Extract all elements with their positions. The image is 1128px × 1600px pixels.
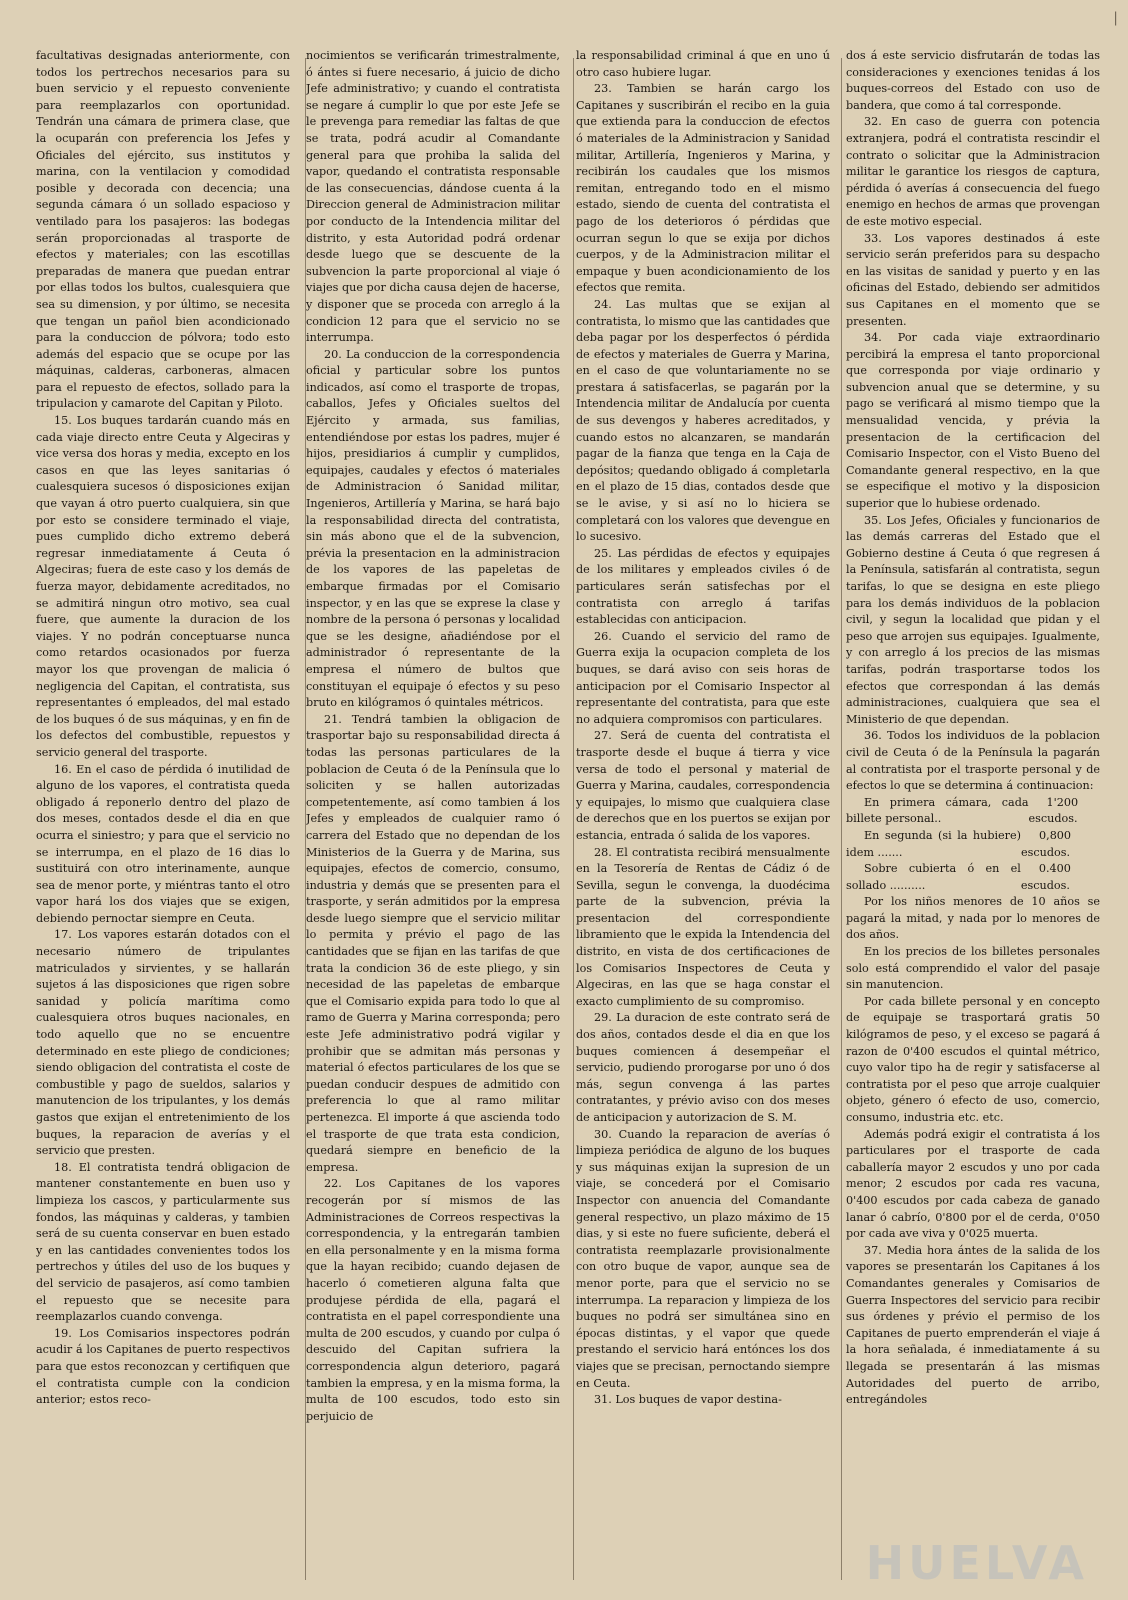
column-divider bbox=[305, 58, 306, 1580]
paragraph: 25. Las pérdidas de efectos y equipajes de los militares y empleados civiles ó de particulares serán satisfechas por el contratista con arreglo á tarifas establecidas con anticipacion. bbox=[576, 546, 830, 627]
fare-value: 1'200 escudos. bbox=[1028, 795, 1079, 826]
paragraph: dos á este servicio disfrutarán de todas las consideraciones y exenciones tenidas á los buques-correos del Estado con uso de bandera, que como á tal corresponde. bbox=[846, 49, 1100, 112]
margin-mark: | bbox=[1113, 10, 1118, 26]
document-page bbox=[36, 48, 1100, 1576]
paragraph: 29. La duracion de este contrato será de dos años, contados desde el dia en que los buques comiencen á desempeñar el servicio, pudiendo prorogarse por uno ó dos más, segun convenga á las partes contratantes, y prévio aviso con dos meses de anticipacion y autorizacion de S. M. bbox=[576, 1011, 830, 1124]
paragraph: 16. En el caso de pérdida ó inutilidad de alguno de los vapores, el contratista queda obligado á reponerlo dentro del plazo de dos meses, contados desde el dia en que ocurra el siniestro; y para que el servicio no se interrumpa, en el plazo de 16 dias lo sustituirá con otro interinamente, aunque sea de menor porte, y miéntras tanto el otro vapor hará los dos viajes que se exigen, debiendo pernoctar siempre en Ceuta. bbox=[36, 762, 290, 925]
paragraph: 22. Los Capitanes de los vapores recogerán por sí mismos de las Administraciones de Correos respectivas la correspondencia, y la entregarán tambien en ella personalmente y en la misma forma que la hayan recibido; cuando dejasen de hacerlo ó cometieren alguna falta que produjese pérdida de ella, pagará el contratista en el papel correspondiente una multa de 200 escudos, y cuando por culpa ó descuido del Capitan sufriera la correspondencia algun deterioro, pagará tambien la empresa, y en la misma forma, la multa de 100 escudos, todo esto sin perjuicio de bbox=[306, 1177, 560, 1423]
paragraph: nocimientos se verificarán trimestralmente, ó ántes si fuere necesario, á juicio de dicho Jefe administrativo; y cuando el contratista se negare á cumplir lo que por este Jefe se le prevenga para remediar las faltas de que se trata, podrá acudir al Comandante general para que prohiba la salida del vapor, quedando el contratista responsable de las consecuencias, dándose cuenta á la Direccion general de Administracion militar por conducto de la Intendencia militar del distrito, y esta Autoridad podrá ordenar desde luego que se descuente de la subvencion la parte proporcional al viaje ó viajes que por dicha causa dejen de hacerse, y disponer que se proceda con arreglo á la condicion 12 para que el servicio no se interrumpa. bbox=[306, 49, 560, 345]
paragraph: 37. Media hora ántes de la salida de los vapores se presentarán los Capitanes á los Comandantes generales y Comisarios de Guerra Inspectores del servicio para recibir sus órdenes y prévio el permiso de los Capitanes de puerto emprenderán el viaje á la hora señalada, é inmediatamente á su llegada se presentarán á las mismas Autoridades del puerto de arribo, entregándoles bbox=[846, 1243, 1100, 1407]
paragraph: En los precios de los billetes personales solo está comprendido el valor del pasaje sin manutencion. bbox=[846, 945, 1100, 992]
paragraph: facultativas designadas anteriormente, con todos los pertrechos necesarios para su buen servicio y el repuesto conveniente para reemplazarlos con oportunidad. Tendrán una cámara de primera clase, que la ocuparán con preferencia los Jefes y Oficiales del ejército, sus institutos y marina, con la ventilacion y comodidad posible y decorada con decencia; una segunda cámara ó un sollado espacioso y ventilado para los pasajeros: las bodegas serán proporcionadas al trasporte de efectos y materiales; con las escotillas preparadas de manera que puedan entrar por ellas todos los bultos, cualesquiera que sea su dimension, y por último, se necesita que tengan un pañol bien acondicionado para la conduccion de pólvora; todo esto además del espacio que se ocupe por las máquinas, calderas, carboneras, almacen para el repuesto de efectos, sollado para la tripulacion y camarote del Capitan y Piloto. bbox=[36, 49, 290, 411]
fare-row bbox=[846, 828, 1100, 861]
fare-value: 0.400 escudos. bbox=[1020, 862, 1071, 892]
paragraph: 31. Los buques de vapor destina- bbox=[594, 1393, 782, 1407]
paragraph: 20. La conduccion de la correspondencia oficial y particular sobre los puntos indicados, así como el trasporte de tropas, caballos, Jefes y Oficiales sueltos del Ejército y armada, sus familias, entendiéndose por estas los padres, mujer é hijos, presidiarios á cumplir y cumplidos, equipajes, caudales y efectos ó materiales de Administracion ó Sanidad militar, Ingenieros, Artillería y Marina, se hará bajo la responsabilidad directa del contratista, sin más abono que el de la subvencion, prévia la presentacion en la administracion de los vapores de las papeletas de embarque firmadas por el Comisario inspector, y en las que se exprese la clase y nombre de la persona ó personas y localidad que se les designe, añadiéndose por el administrador ó representante de la empresa el número de bultos que constituyan el equipaje ó efectos y su peso bruto en kilógramos ó quintales métricos. bbox=[306, 347, 560, 710]
paragraph: 36. Todos los individuos de la poblacion civil de Ceuta ó de la Península la pagarán al contratista por el trasporte personal y de efectos lo que se determina á continuacion: bbox=[846, 729, 1100, 793]
paragraph: 33. Los vapores destinados á este servicio serán preferidos para su despacho en las visitas de sanidad y puerto y en las oficinas del Estado, debiendo ser admitidos sus Capitanes en el momento que se presenten. bbox=[846, 231, 1100, 328]
paragraph: 21. Tendrá tambien la obligacion de trasportar bajo su responsabilidad directa á todas las personas particulares de la poblacion de Ceuta ó de la Península que lo soliciten y se hallen autorizadas competentemente, así como tambien á los Jefes y empleados de cualquier ramo ó carrera del Estado que no dependan de los Ministerios de la Guerra y de Marina, sus equipajes, efectos de comercio, consumo, industria y demás que se presenten para el trasporte, y serán admitidos por la empresa desde luego siempre que el servicio militar lo permita y prévio el pago de las cantidades que se fijan en las tarifas de que trata la condicion 36 de este pliego, y sin necesidad de las papeletas de embarque que el Comisario expida para todo lo que al ramo de Guerra y Marina corresponda; pero este Jefe administrativo podrá vigilar y prohibir que se admitan más personas y material ó efectos particulares de los que se puedan conducir despues de admitido con preferencia lo que al ramo militar pertenezca. El importe á que ascienda todo el trasporte de que trata esta condicion, quedará siempre en beneficio de la empresa. bbox=[306, 712, 560, 1174]
column-divider bbox=[573, 58, 574, 1580]
paragraph: Por los niños menores de 10 años se pagará la mitad, y nada por lo menores de dos años. bbox=[846, 895, 1100, 942]
paragraph: 18. El contratista tendrá obligacion de mantener constantemente en buen uso y limpieza los cascos, y particularmente sus fondos, las máquinas y calderas, y tambien será de su cuenta conservar en buen estado y en las cantidades convenientes todos los pertrechos y útiles del uso de los buques y del servicio de pasajeros, así como tambien el repuesto que se necesite para reemplazarlos cuando convenga. bbox=[36, 1160, 290, 1324]
watermark-huelva: HUELVA bbox=[865, 1536, 1088, 1590]
paragraph: 30. Cuando la reparacion de averías ó limpieza periódica de alguno de los buques y sus máquinas exijan la supresion de un viaje, se concederá por el Comisario Inspector con anuencia del Comandante general respectivo, un plazo máximo de 15 dias, y si este no fuere suficiente, deberá el contratista reemplazarle provisionalmente con otro buque de vapor, aunque sea de menor porte, para que el servicio no se interrumpa. La reparacion y limpieza de los buques no podrá ser simultánea sino en épocas distintas, y el vapor que quede prestando el servicio hará entónces los dos viajes que se precisan, pernoctando siempre en Ceuta. bbox=[576, 1127, 830, 1390]
fare-label: En segunda (si la hubiere) idem ....... bbox=[846, 828, 1022, 859]
fare-label: Sobre cubierta ó en el sollado .......... bbox=[846, 862, 1021, 892]
fare-row bbox=[846, 861, 1100, 894]
paragraph: 28. El contratista recibirá mensualmente en la Tesorería de Rentas de Cádiz ó de Sevilla, segun le convenga, la duodécima parte de la subvencion, prévia la presentacion del correspondiente libramiento que le expida la Intendencia del distrito, en vista de dos certificaciones de los Comisarios Inspectores de Ceuta y Algeciras, en las que se haga constar el exacto cumplimiento de su compromiso. bbox=[576, 845, 830, 1008]
paragraph: 27. Será de cuenta del contratista el trasporte desde el buque á tierra y vice versa de todo el personal y material de Guerra y Marina, caudales, correspondencia y equipajes, lo mismo que cualquiera clase de derechos que en los puertos se exijan por estancia, entrada ó salida de los vapores. bbox=[576, 729, 830, 842]
paragraph: 17. Los vapores estarán dotados con el necesario número de tripulantes matriculados y sirvientes, y se hallarán sujetos á las disposiciones que rigen sobre sanidad y policía marítima como cualesquiera otros buques nacionales, en todo aquello que no se encuentre determinado en este pliego de condiciones; siendo obligacion del contratista el coste de combustible y pago de sueldos, salarios y manutencion de los tripulantes, y los demás gastos que exijan el entretenimiento de los buques, la reparacion de averías y el servicio que presten. bbox=[36, 928, 290, 1158]
paragraph: 24. Las multas que se exijan al contratista, lo mismo que las cantidades que deba pagar por los desperfectos ó pérdida de efectos y materiales de Guerra y Marina, en el caso de que voluntariamente no se prestara á satisfacerlas, se pagarán por la Intendencia militar de Andalucía por cuenta de sus devengos y haberes acreditados, y cuando estos no alcanzaren, se mandarán pagar de la fianza que tenga en la Caja de depósitos; quedando obligado á completarla en el plazo de 15 dias, contados desde que se le avise, y si así no lo hiciera se completará con los valores que devengue en lo sucesivo. bbox=[576, 297, 830, 544]
fare-value: 0,800 escudos. bbox=[1021, 828, 1072, 859]
column-3 bbox=[576, 48, 830, 1576]
paragraph: 35. Los Jefes, Oficiales y funcionarios de las demás carreras del Estado que el Gobierno destine á Ceuta ó que regresen á la Península, satisfarán al contratista, segun tarifas, lo que se designa en este pliego para los demás individuos de la poblacion civil, y segun la localidad que pidan y el peso que arrojen sus equipajes. Igualmente, y con arreglo á los precios de las mismas tarifas, podrán trasportarse todos los efectos que correspondan á las demás administraciones, cualquiera que sea el Ministerio de que dependan. bbox=[846, 513, 1100, 726]
paragraph: 23. Tambien se harán cargo los Capitanes y suscribirán el recibo en la guia que extienda para la conduccion de efectos ó materiales de la Administracion y Sanidad militar, Artillería, Ingenieros y Marina, y recibirán los caudales que los mismos remitan, entregando todo en el mismo estado, siendo de cuenta del contratista el pago de los deterioros ó pérdidas que ocurran segun lo que se exija por dichos cuerpos, y de la Administracion militar el empaque y buen acondicionamiento de los efectos que remita. bbox=[576, 82, 830, 295]
column-2 bbox=[306, 48, 560, 1576]
column-4 bbox=[846, 48, 1100, 1576]
fare-label: En primera cámara, cada billete personal.. bbox=[846, 795, 1029, 826]
paragraph: la responsabilidad criminal á que en uno ú otro caso hubiere lugar. bbox=[576, 49, 830, 79]
column-1 bbox=[36, 48, 290, 1576]
paragraph: 19. Los Comisarios inspectores podrán acudir á los Capitanes de puerto respectivos para que estos reconozcan y certifiquen que el contratista cumple con la condicion anterior; estos reco- bbox=[36, 1326, 290, 1407]
paragraph: 26. Cuando el servicio del ramo de Guerra exija la ocupacion completa de los buques, se dará aviso con seis horas de anticipacion por el Comisario Inspector al representante del contratista, para que este no adquiera compromisos con particulares. bbox=[576, 629, 830, 726]
paragraph: 32. En caso de guerra con potencia extranjera, podrá el contratista rescindir el contrato o solicitar que la Administracion militar le garantice los riesgos de captura, pérdida ó averías á consecuencia del fuego enemigo en hechos de armas que provengan de este motivo especial. bbox=[846, 115, 1100, 228]
paragraph: 34. Por cada viaje extraordinario percibirá la empresa el tanto proporcional que corresponda por viaje ordinario y subvencion anual que se determine, y su pago se verificará al mismo tiempo que la mensualidad vencida, y prévia la presentacion de la certificacion del Comisario Inspector, con el Visto Bueno del Comandante general respectivo, en la que se especifique el motivo y la disposicion superior que lo hubiese ordenado. bbox=[846, 331, 1100, 511]
column-divider bbox=[841, 58, 842, 1580]
fare-row bbox=[846, 795, 1100, 828]
paragraph: Por cada billete personal y en concepto de equipaje se trasportará gratis 50 kilógramos de peso, y el exceso se pagará á razon de 0'400 escudos el quintal métrico, cuyo valor tipo ha de regir y satisfacerse al contratista por el peso que arroje cualquier objeto, género ó efecto de uso, comercio, consumo, industria etc. etc. bbox=[846, 994, 1100, 1124]
paragraph: Además podrá exigir el contratista á los particulares por el trasporte de cada caballería mayor 2 escudos y uno por cada menor; 2 escudos por cada res vacuna, 0'400 escudos por cada cabeza de ganado lanar ó cabrío, 0'800 por el de cerda, 0'050 por cada ave viva y 0'025 muerta. bbox=[846, 1127, 1100, 1241]
paragraph: 15. Los buques tardarán cuando más en cada viaje directo entre Ceuta y Algeciras y vice versa dos horas y media, excepto en los casos en que las leyes sanitarias ó cualesquiera sucesos ó disposiciones exijan que vayan á otro puerto cualquiera, sin que por esto se considere terminado el viaje, pues cumplido dicho extremo deberá regresar inmediatamente á Ceuta ó Algeciras; fuera de este caso y los demás de fuerza mayor, debidamente acreditados, no se admitirá ningun otro motivo, sea cual fuere, que aumente la duracion de los viajes. Y no podrán conceptuarse nunca como retardos ocasionados por fuerza mayor los que provengan de malicia ó negligencia del Capitan, el contratista, sus representantes ó empleados, del mal estado de los buques ó de sus máquinas, y en fin de los defectos del combustible, repuestos y servicio general del trasporte. bbox=[36, 414, 290, 759]
